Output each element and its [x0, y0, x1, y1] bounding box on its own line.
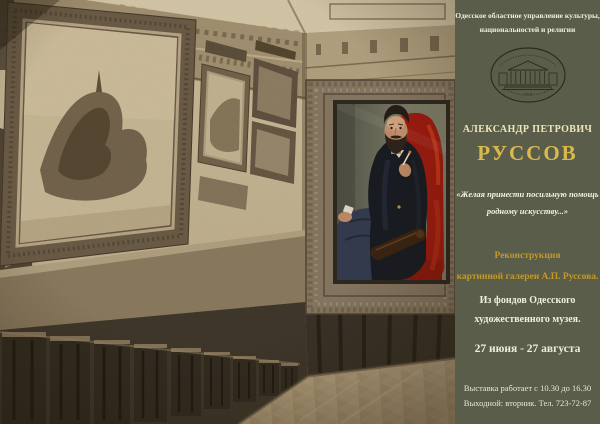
museum-building-emblem-icon	[488, 46, 568, 104]
exhibition-dates: 27 июня - 27 августа	[474, 343, 581, 355]
visiting-info	[443, 381, 600, 411]
artist-quote	[443, 186, 600, 220]
exhibition-title-line1: Реконструкция	[494, 251, 561, 261]
organization-title-line1: Одесское областное управление культуры,	[455, 11, 600, 20]
collection-source-line1: Из фондов Одесского	[479, 295, 576, 306]
visiting-hours: Выставка работает с 10.30 до 16.30	[463, 383, 592, 393]
collection-source-line2: художественного музея.	[474, 314, 581, 325]
artist-quote-line1: «Желая принести посильную помощь	[456, 189, 599, 199]
exhibition-title-line2: картинной галереи А.П. Руссова.	[456, 272, 599, 282]
artist-quote-line2: родному искусству...»	[486, 206, 569, 216]
organization-title	[445, 9, 600, 37]
artist-surname: РУССОВ	[477, 141, 578, 165]
organization-title-line2: национальностей и религии	[479, 25, 576, 34]
collection-source	[447, 291, 600, 329]
info-panel	[455, 0, 600, 424]
exhibition-title	[443, 246, 600, 288]
artist-name-first: АЛЕКСАНДР ПЕТРОВИЧ	[462, 124, 593, 135]
day-off-phone: Выходной: вторник. Тел. 723-72-87	[463, 398, 592, 408]
